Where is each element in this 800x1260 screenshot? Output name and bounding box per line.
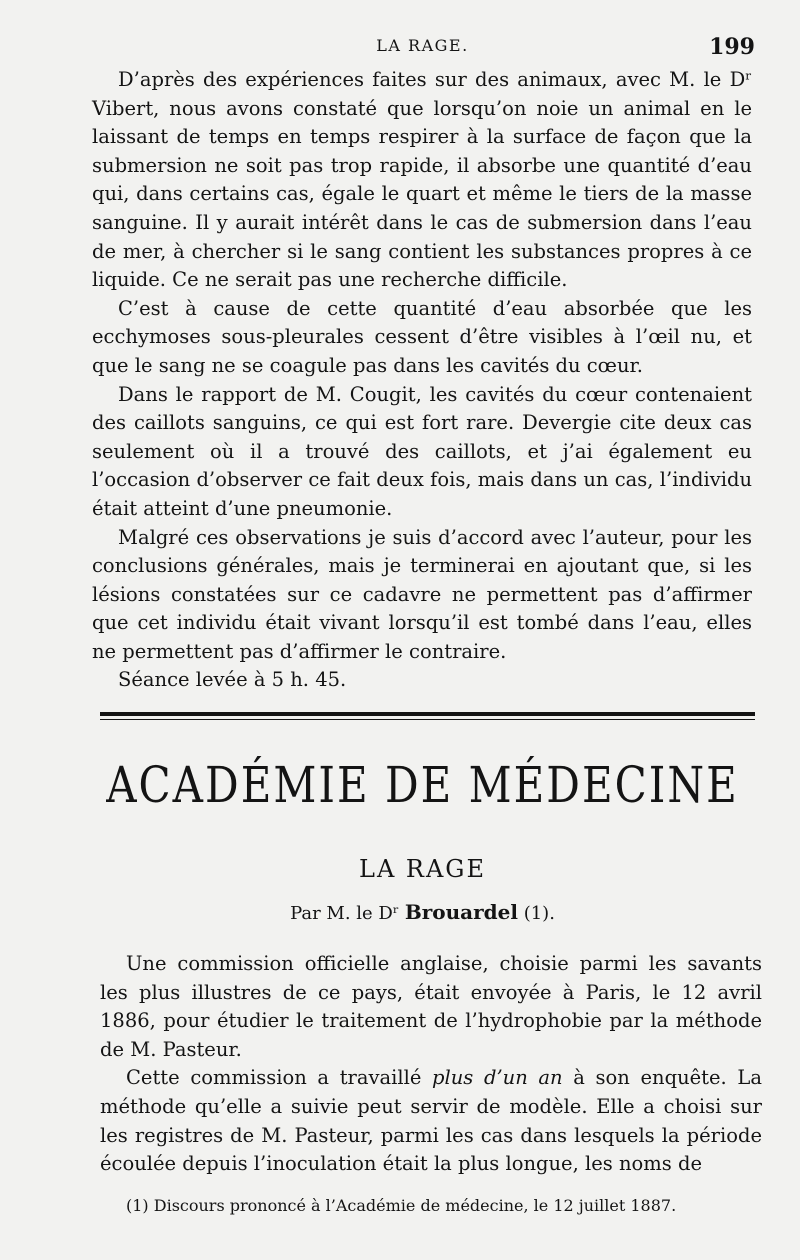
running-head [90, 34, 755, 62]
section-divider-thick [100, 712, 755, 716]
section-divider-thin [100, 719, 755, 720]
footnote-ref: (1). [523, 903, 555, 924]
footnote: (1) Discours prononcé à l’Académie de médecine, le 12 juillet 1887. [126, 1196, 677, 1215]
paragraph: Dans le rapport de M. Cougit, les cavités du cœur contenaient des caillots sanguins, ce qui est fort rare. Devergie cite deux cas seulement où il a trouvé des caillots, et j’ai également eu l’occasion d’observer ce fait deux fois, mais dans un cas, l’individu était atteint d’une pneumonie. [92, 382, 752, 520]
byline [90, 900, 755, 924]
paragraph: Malgré ces observations je suis d’accord avec l’auteur, pour les conclusions générales, mais je terminerai en ajoutant que, si les lésions constatées sur ce cadavre ne permettent pas d’affirmer que cet individu était vivant lorsqu’il est tombé dans l’eau, elles ne permettent pas d’affirmer le contraire. [92, 525, 752, 663]
seance-closing: Séance levée à 5 h. 45. [118, 668, 347, 692]
paragraph: D’après des expériences faites sur des animaux, avec M. le Dʳ Vibert, nous avons constaté que lorsqu’on noie un animal en le laissant de temps en temps respirer à la surface de façon que la submersion ne soit pas trop rapide, il absorbe une quantité d’eau qui, dans certains cas, égale le quart et même le tiers de la masse sanguine. Il y aurait intérêt dans le cas de submersion dans l’eau de mer, à chercher si le sang contient les substances propres à ce liquide. Ce ne serait pas une recherche difficile. [92, 68, 752, 292]
page-number: 199 [709, 34, 755, 60]
section-title: ACADÉMIE DE MÉDECINE [106, 756, 739, 814]
article-body [100, 950, 762, 1179]
italic-run: plus d’un an [432, 1066, 563, 1090]
article-title: LA RAGE [359, 855, 486, 883]
paragraph [100, 1064, 762, 1178]
running-title: LA RAGE. [376, 36, 469, 55]
paragraph: Une commission officielle anglaise, choisie parmi les savants les plus illustres de ce pays, était envoyée à Paris, le 12 avril 1886, pour étudier le traitement de l’hydrophobie par la méthode de M. Pasteur. [100, 952, 762, 1061]
text-run: à son enquête. La méthode qu’elle a suivie peut servir de modèle. Elle a choisi sur les registres de M. Pasteur, parmi les cas dans lesquels la période écoulée depuis l’inoculation était la plus longue, les noms de [100, 1066, 762, 1176]
author-name: Brouardel [404, 900, 518, 924]
byline-prefix: Par M. le Dʳ [290, 903, 400, 924]
body-text [92, 66, 752, 695]
text-run: Cette commission a travaillé [126, 1066, 433, 1090]
paragraph: C’est à cause de cette quantité d’eau absorbée que les ecchymoses sous-pleurales cessent d’être visibles à l’œil nu, et que le sang ne se coagule pas dans les cavités du cœur. [92, 296, 752, 377]
